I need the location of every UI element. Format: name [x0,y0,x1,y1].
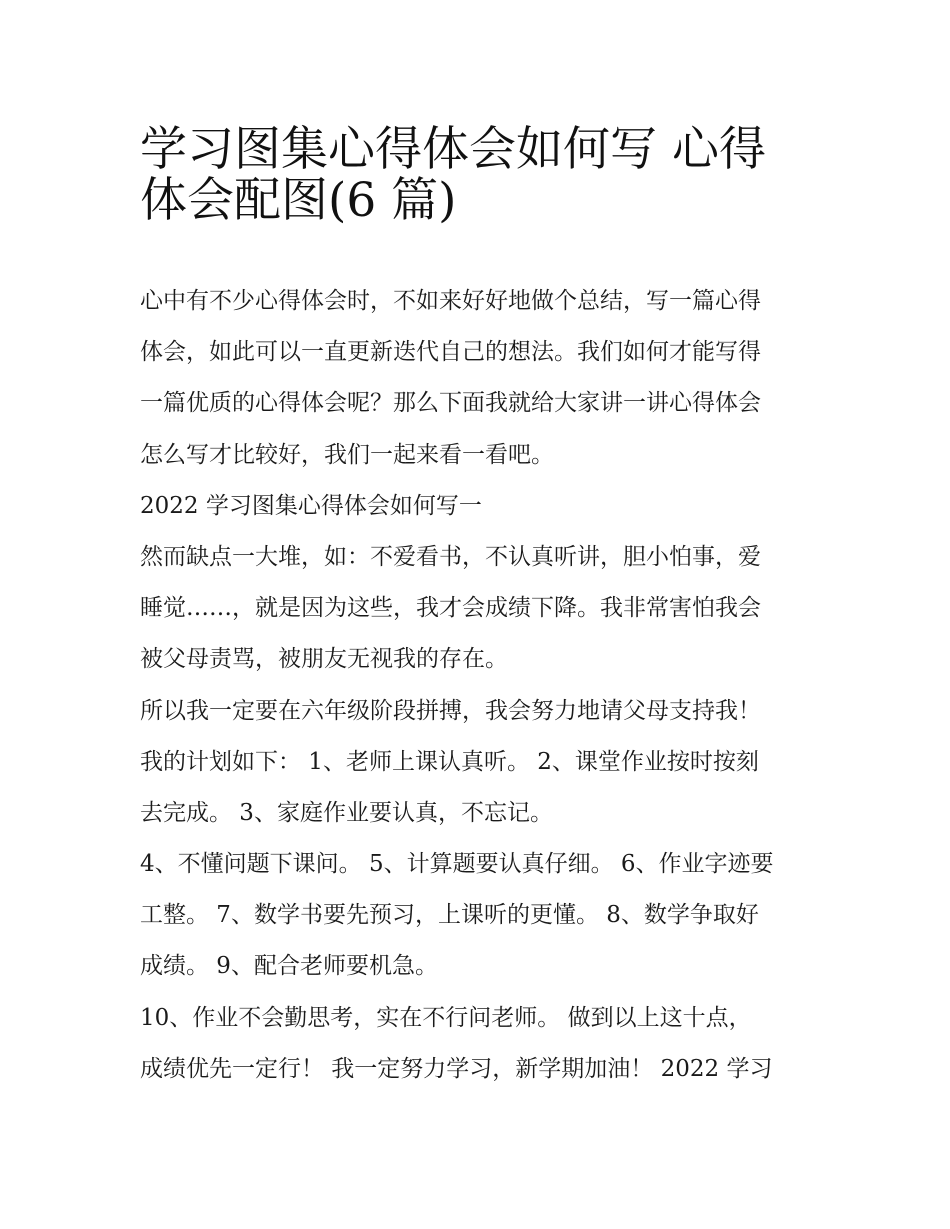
title-line-1: 学习图集心得体会如何写 心得 [140,122,766,177]
body-line: 然而缺点一大堆，如：不爱看书，不认真听讲，胆小怕事，爱 [140,543,761,570]
body-line: 体会，如此可以一直更新迭代自己的想法。我们如何才能写得 [140,339,761,366]
section-heading: 2022 学习图集心得体会如何写一 [140,492,482,519]
document-body [140,276,820,1095]
body-line: 被父母责骂，被朋友无视我的存在。 [140,646,508,673]
body-line: 成绩。 9、配合老师要机急。 [140,953,438,980]
body-line: 所以我一定要在六年级阶段拼搏，我会努力地请父母支持我！ [140,697,761,724]
body-line: 睡觉……，就是因为这些，我才会成绩下降。我非常害怕我会 [140,595,761,622]
body-line: 10、作业不会勤思考，实在不行问老师。 做到以上这十点， [140,1004,752,1031]
body-line: 工整。 7、数学书要先预习，上课听的更懂。 8、数学争取好 [140,902,759,929]
body-line: 4、不懂问题下课问。 5、计算题要认真仔细。 6、作业字迹要 [140,851,774,878]
title-line-2: 体会配图(6 篇) [140,173,457,229]
body-line: 心中有不少心得体会时，不如来好好地做个总结，写一篇心得 [140,288,761,314]
body-line: 一篇优质的心得体会呢？那么下面我就给大家讲一讲心得体会 [140,390,761,417]
body-line: 去完成。 3、家庭作业要认真，不忘记。 [140,799,553,826]
body-line: 成绩优先一定行！ 我一定努力学习，新学期加油！ 2022 学习 [140,1055,773,1082]
body-line: 我的计划如下： 1、老师上课认真听。 2、课堂作业按时按刻 [140,748,759,775]
document-title [140,112,820,229]
body-line: 怎么写才比较好，我们一起来看一看吧。 [140,441,554,468]
